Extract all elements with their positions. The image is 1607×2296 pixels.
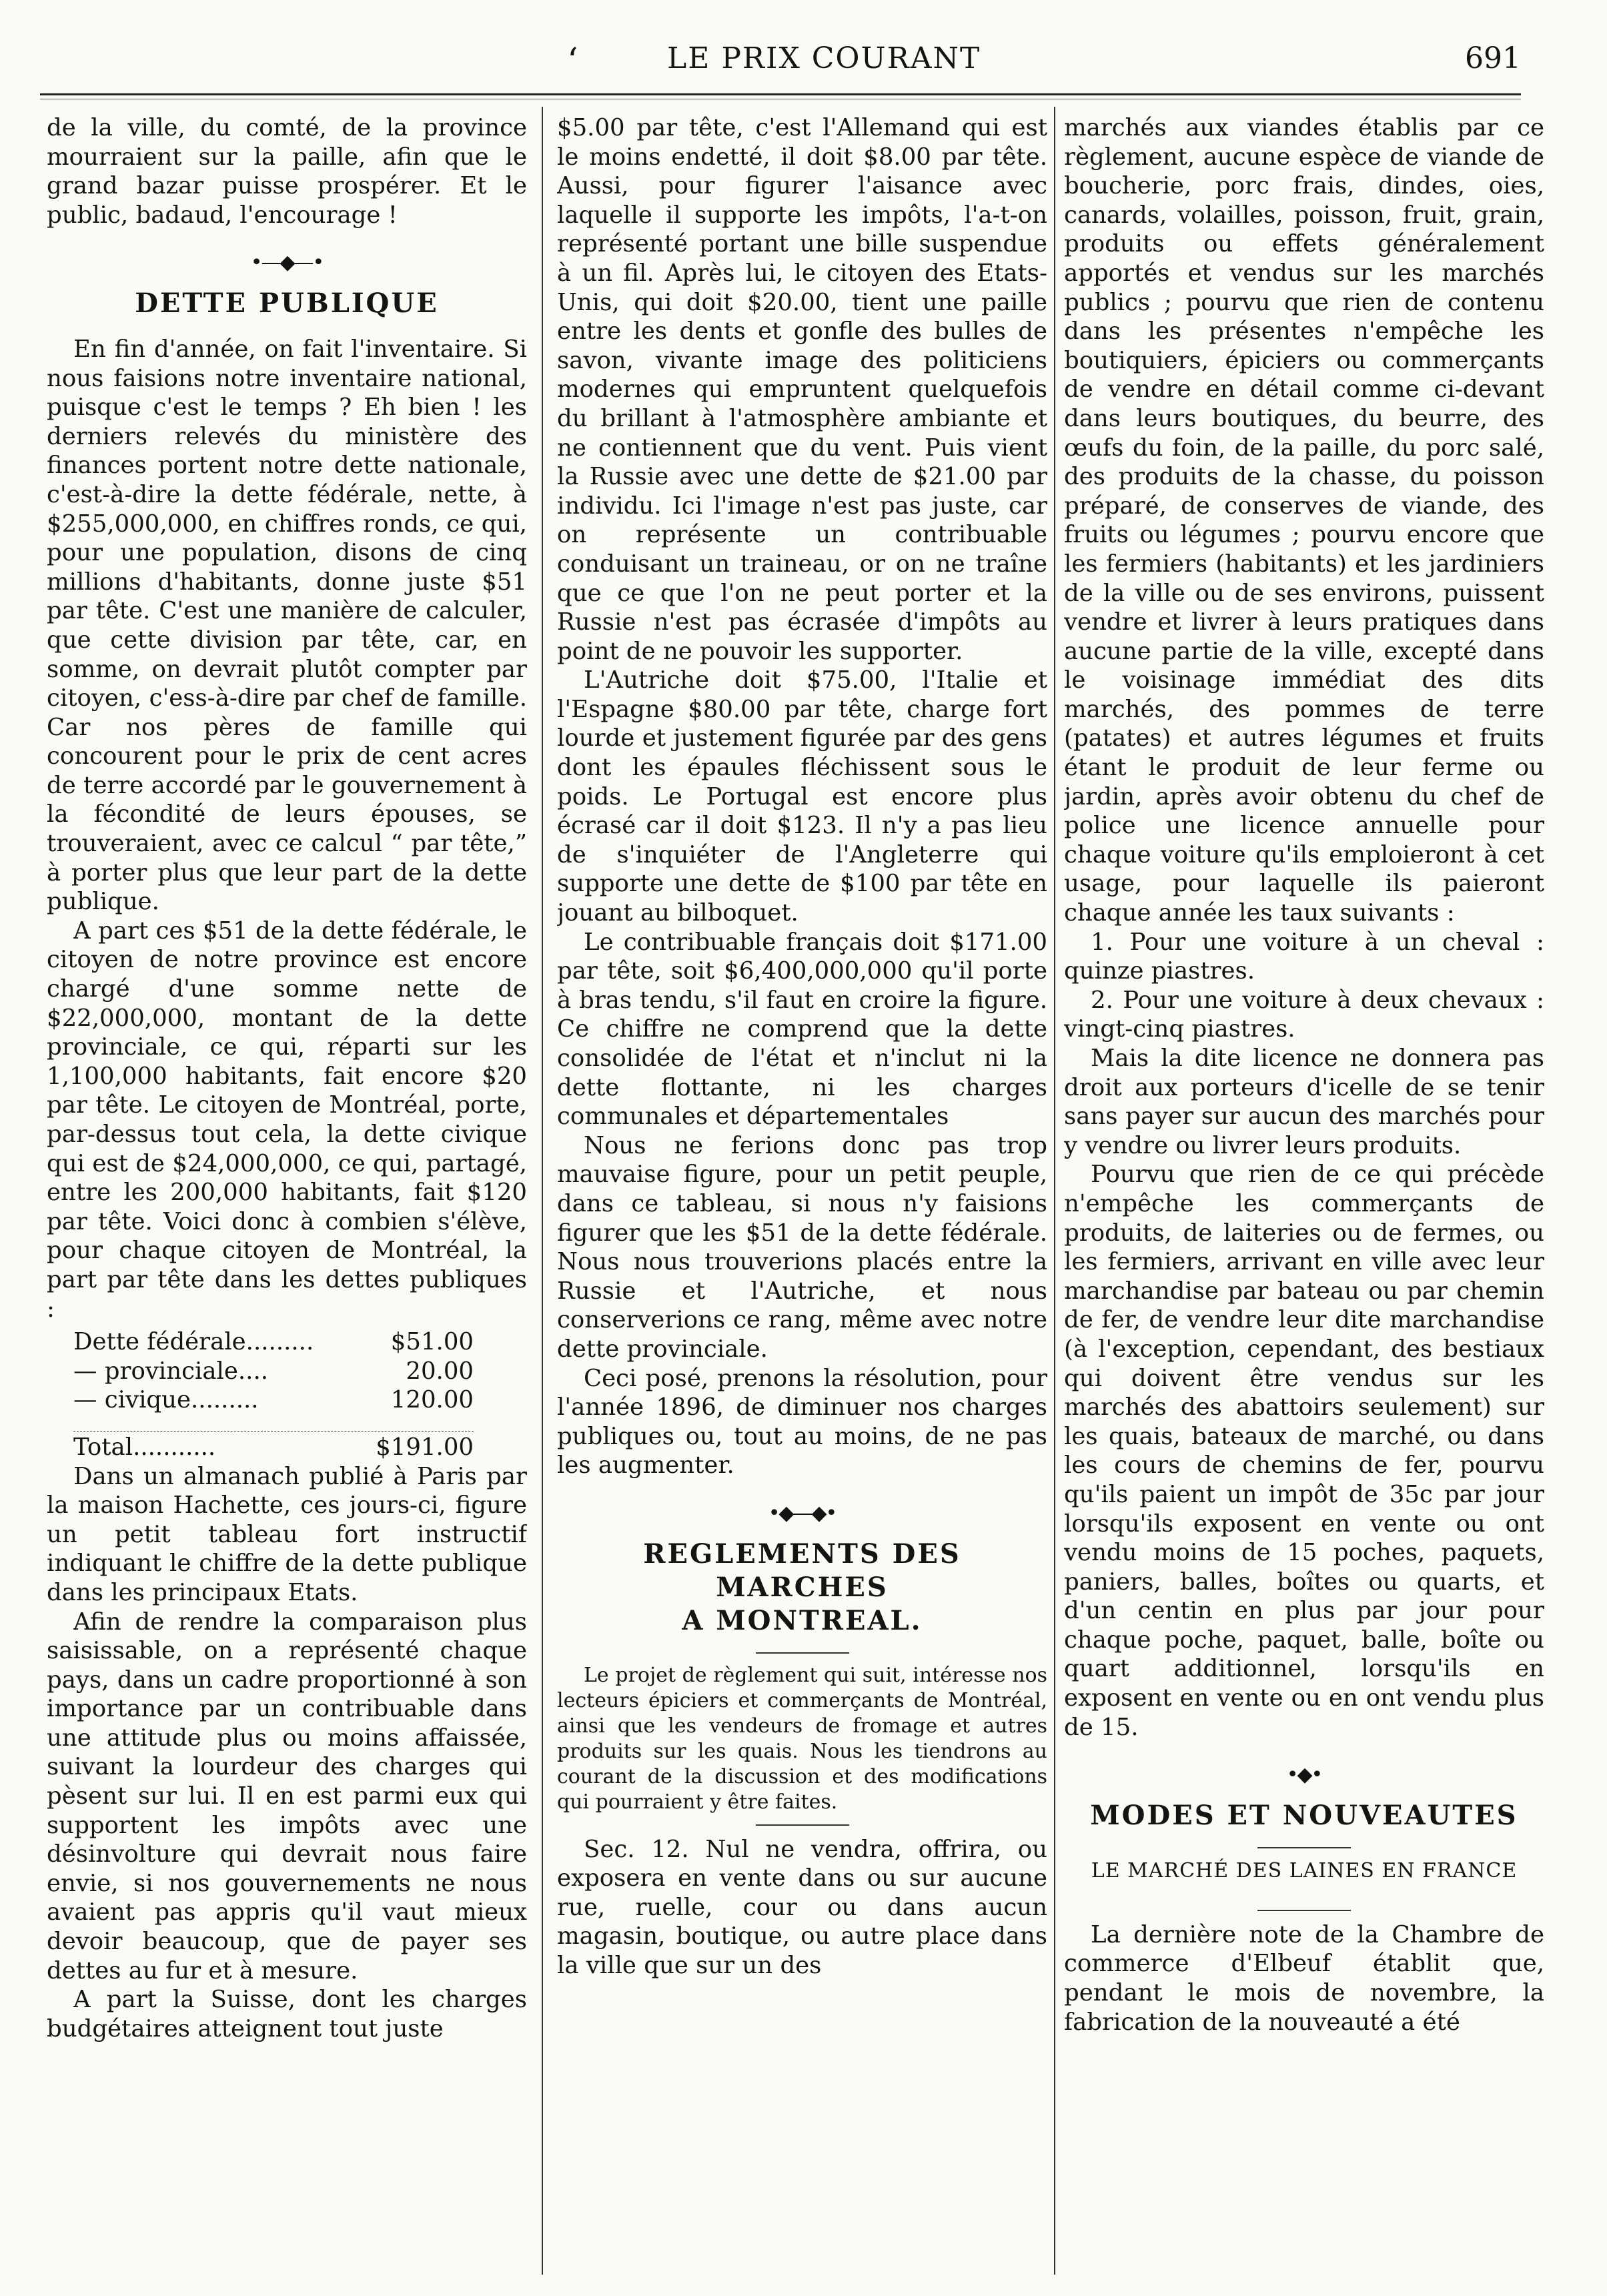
column-2 <box>557 113 1047 2275</box>
paragraph: marchés aux viandes établis par ce règlement, aucune espèce de viande de boucherie, porc frais, dindes, oies, canards, volailles, poisson, fruit, grain, produits ou effets généralement apportés et vendus sur les marchés publics ; pourvu que rien de contenu dans les présentes n'empêche les boutiquiers, épiciers ou commerçants de vendre en détail comme ci-devant dans leurs boutiques, du beurre, des œufs du foin, de la paille, du porc salé, des produits de la chasse, du poisson préparé, de conserves de viande, des fruits ou légumes ; pourvu encore que les fermiers (habitants) et les jardiniers de la ville ou de ses environs, puissent vendre et livrer à leurs pratiques dans aucune partie de la ville, excepté dans le voisinage immédiat des dits marchés, des pommes de terre (patates) et autres légumes et fruits étant le produit de leur ferme ou jardin, après avoir obtenu du chef de police une licence annuelle pour chaque voiture qu'ils emploieront à cet usage, pour laquelle ils paieront chaque année les taux suivants : <box>1064 114 1544 927</box>
paragraph: Le contribuable français doit $171.00 par tête, soit $6,400,000,000 qu'il porte à bras tendu, s'il faut en croire la figure. Ce chiffre ne comprend que la dette consolidée de l'état et n'inclut ni la dette flottante, ni les charges communales et départementales <box>557 928 1047 1131</box>
section-heading <box>557 1538 1047 1638</box>
table-row <box>73 1357 474 1386</box>
table-row <box>73 1327 474 1357</box>
column-1 <box>47 113 527 2275</box>
table-total-row <box>73 1431 474 1462</box>
debt-table <box>73 1327 474 1462</box>
heading-line: REGLEMENTS DES MARCHES <box>643 1538 961 1603</box>
total-value: $191.00 <box>376 1433 474 1461</box>
paragraph: Dans un almanach publié à Paris par la maison Hachette, ces jours-ci, figure un petit tableau fort instructif indiquant le chiffre de la dette publique dans les principaux Etats. <box>47 1462 527 1606</box>
paragraph: En fin d'année, on fait l'inventaire. Si nous faisions notre inventaire national, puisque c'est le temps ? Eh bien ! les derniers relevés du ministère des finances portent notre dette nationale, c'est-à-dire la dette fédérale, nette, à $255,000,000, en chiffres ronds, ce qui, pour une population, disons de cinq millions d'habitants, donne juste $51 par tête. C'est une manière de calculer, que cette division par tête, car, en somme, on devrait plutôt compter par citoyen, c'ess-à-dire par chef de famille. Car nos pères de famille qui concourent pour le prix de cent acres de terre accordé par le gouvernement à la fécondité de leurs épouses, se trouveraient, avec ce calcul “ par tête,” à porter plus que leur part de la dette publique. <box>47 335 527 916</box>
short-rule <box>756 1824 849 1826</box>
paragraph: L'Autriche doit $75.00, l'Italie et l'Espagne $80.00 par tête, charge fort lourde et justement figurée par des gens dont les épaules fléchissent sous le poids. Le Portugal est encore plus écrasé car il doit $123. Il n'y a pas lieu de s'inquiéter de l'Angleterre qui supporte une dette de $100 par tête en jouant au bilboquet. <box>557 666 1047 927</box>
row-value: 20.00 <box>406 1357 474 1385</box>
paragraph: Pourvu que rien de ce qui précède n'empêche les commerçants de produits, de laiteries ou de fermes, ou les fermiers, arrivant en ville avec leur marchandise par bateau ou par chemin de fer, de vendre leur dite marchandise (à l'exception, cependant, des bestiaux qui doivent être vendus sur les marchés des abattoirs seulement) sur les quais, bateaux de marché, ou dans les cours de chemins de fer, pourvu qu'ils paient un impôt de 35c par jour lorsqu'ils exposent en vente ou ont vendu moins de 15 poches, paquets, paniers, balles, boîtes ou quarts, et d'un centin en plus par jour pour chaque poche, paquet, balle, boîte ou quart additionnel, lorsqu'ils en exposent en vente ou en ont vendu plus de 15. <box>1064 1161 1544 1741</box>
row-label: — provinciale.... <box>73 1357 269 1385</box>
heading-line: A MONTREAL. <box>682 1604 923 1636</box>
paragraph: A part la Suisse, dont les charges budgétaires atteignent tout juste <box>47 1986 527 2043</box>
short-rule <box>1257 1847 1351 1848</box>
paragraph: Afin de rendre la comparaison plus saisissable, on a représenté chaque pays, dans un cadre proportionné à son importance par un contribuable dans une attitude plus ou moins affaissée, suivant la lourdeur des charges qui pèsent sur lui. Il en est parmi eux qui supportent les impôts avec une désinvolture qui devrait nous faire envie, si nos gouvernements ne nous avaient pas appris qu'il vaut mieux devoir beaucoup, que de payer ses dettes au fur et à mesure. <box>47 1608 527 1984</box>
editor-note: Le projet de règlement qui suit, intéresse nos lecteurs épiciers et commerçants de Montréal, ainsi que les vendeurs de fromage et autres produits sur les quais. Nous les tiendrons au courant de la discussion et des modifications qui pourraient y être faites. <box>557 1663 1047 1814</box>
row-label: — civique......... <box>73 1386 259 1414</box>
paragraph: Mais la dite licence ne donnera pas droit aux porteurs d'icelle de se tenir sans payer sur aucun des marchés pour y vendre ou livrer leurs produits. <box>1064 1045 1544 1159</box>
header-mark: ‘ <box>567 41 578 81</box>
paragraph: $5.00 par tête, c'est l'Allemand qui est le moins endetté, il doit $8.00 par tête. Aussi, pour figurer l'aisance avec laquelle il supporte les impôts, l'a-t-on représenté portant une bille suspendue à un fil. Après lui, le citoyen des Etats-Unis, qui doit $20.00, tient une paille entre les dents et gonfle des bulles de savon, vivante image des politiciens modernes qui empruntent quelquefois du brillant à l'atmosphère ambiante et ne contiennent que du vent. Puis vient la Russie avec une dette de $21.00 par individu. Ici l'image n'est pas juste, car on représente un contribuable conduisant un traineau, or on ne traîne que ce que l'on ne peut porter et la Russie n'est pas écrasée d'impôts au point de ne pouvoir les supporter. <box>557 114 1047 665</box>
column-divider <box>542 107 543 2275</box>
paragraph: Ceci posé, prenons la résolution, pour l'année 1896, de diminuer nos charges publiques ou, tout au moins, de ne pas les augmenter. <box>557 1364 1047 1480</box>
section-heading: DETTE PUBLIQUE <box>135 287 439 319</box>
page-number: 691 <box>1465 41 1521 75</box>
journal-title: LE PRIX COURANT <box>667 41 981 75</box>
short-rule <box>756 1652 849 1654</box>
total-label: Total........... <box>73 1433 216 1461</box>
header-rule <box>40 93 1521 95</box>
row-label: Dette fédérale......... <box>73 1328 314 1356</box>
row-value: $51.00 <box>390 1328 474 1356</box>
row-value: 120.00 <box>390 1386 474 1414</box>
paragraph: La dernière note de la Chambre de commerce d'Elbeuf établit que, pendant le mois de novembre, la fabrication de la nouveauté a été <box>1064 1920 1544 2036</box>
ornament-divider: •◆—◆• <box>768 1501 837 1525</box>
column-divider <box>1054 107 1055 2275</box>
paragraph: 2. Pour une voiture à deux chevaux : vingt-cinq piastres. <box>1064 986 1544 1043</box>
paragraph: Nous ne ferions donc pas trop mauvaise figure, pour un petit peuple, dans ce tableau, si nous n'y faisions figurer que les $51 de la dette fédérale. Nous nous trouverions placés entre la Russie et l'Autriche, et nous conserverions ce rang, même avec notre dette provinciale. <box>557 1131 1047 1363</box>
short-rule <box>1257 1910 1351 1911</box>
column-3 <box>1064 113 1544 2275</box>
ornament-divider: •—◆—• <box>250 251 324 275</box>
sub-heading: LE MARCHÉ DES LAINES EN FRANCE <box>1091 1858 1518 1882</box>
table-row <box>73 1385 474 1415</box>
paragraph: A part ces $51 de la dette fédérale, le citoyen de notre province est encore chargé d'une somme nette de $22,000,000, montant de la dette provinciale, ce qui, réparti sur les 1,100,000 habitants, fait encore $20 par tête. Le citoyen de Montréal, porte, par-dessus tout cela, la dette civique qui est de $24,000,000, ce qui, partagé, entre les 200,000 habitants, fait $120 par tête. Voici donc à combien s'élève, pour chaque citoyen de Montréal, la part par tête dans les dettes publiques : <box>47 917 527 1323</box>
page-header <box>40 41 1521 88</box>
ornament-divider: •◆• <box>1286 1763 1322 1787</box>
paragraph: Sec. 12. Nul ne vendra, offrira, ou exposera en vente dans ou sur aucune rue, ruelle, cour ou dans aucun magasin, boutique, ou autre place dans la ville que sur un des <box>557 1835 1047 1979</box>
paragraph: 1. Pour une voiture à un cheval : quinze piastres. <box>1064 928 1544 985</box>
paragraph: de la ville, du comté, de la province mourraient sur la paille, afin que le grand bazar puisse prospérer. Et le public, badaud, l'encourage ! <box>47 114 527 229</box>
section-heading: MODES ET NOUVEAUTES <box>1090 1799 1518 1831</box>
